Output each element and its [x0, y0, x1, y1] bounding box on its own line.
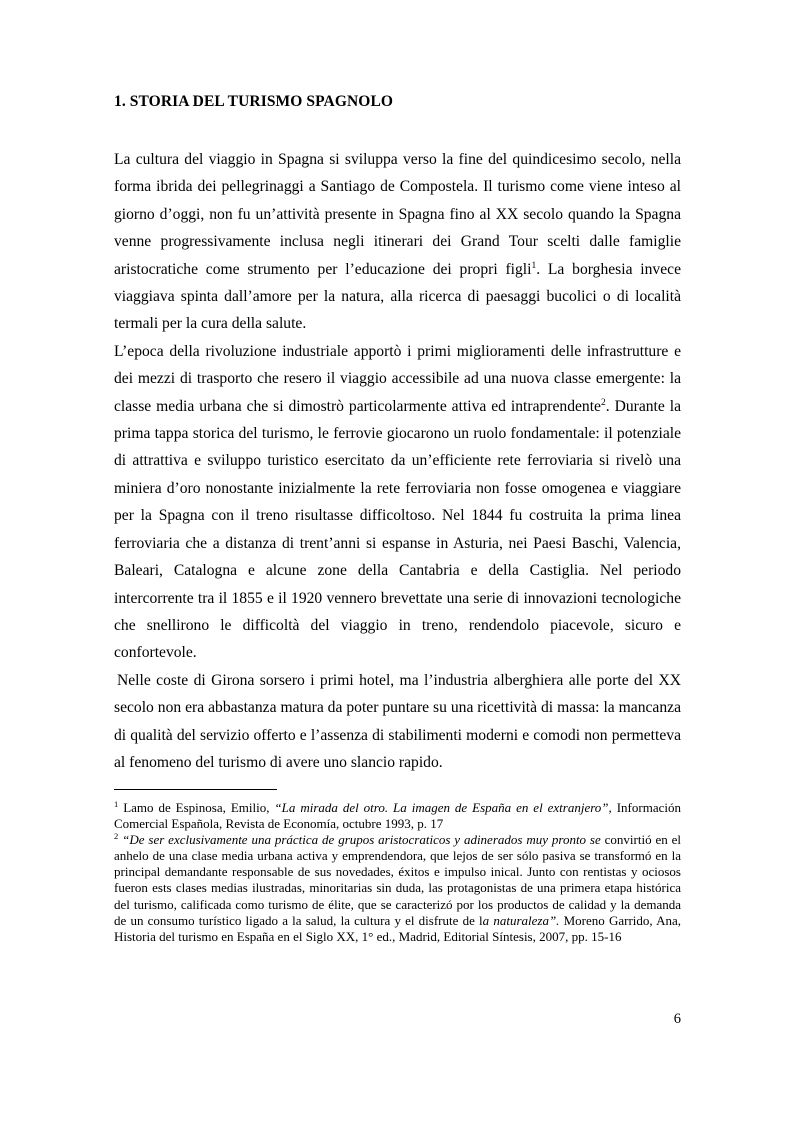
paragraph-1-text-a: La cultura del viaggio in Spagna si sviluppa verso la fine del quindicesimo secolo, nella forma ibrida dei pellegrinaggi a Santiago de Compostela. Il turismo come viene inteso al giorno d’oggi, non fu un’attività presente in Spagna fino al XX secolo quando la Spagna venne progressivamente inclusa negli itinerari dei Grand Tour scelti dalle famiglie aristocratiche come strumento per l’educazione dei propri figli: [114, 151, 681, 278]
footnote-1-title: “La mirada del otro. La imagen de España en el extranjero”,: [274, 800, 612, 815]
footnote-2-text-a: convirtió en el anhelo de una clase media urbana activa y emprendendora, que lejos de ser sólo pasiva se transformó en la principal demandante responsable de sus novedades, éxitos e impulso inical. Junto con rentistas y ociosos fueron ests clases medias ilustradas, minoritarias sin duda, las protagonistas de una primera etapa histórica del turismo, calificada como turismo de élite, que se caracterizó por los productos de calidad y la demanda de un consumo turístico ligado a la salud, la cultura y el disfrute de l: [114, 832, 682, 928]
footnote-2-citation: Moreno Garrido, Ana, Historia del turismo en España en el Siglo XX, 1° ed., Madrid, Editorial Síntesis, 2007, pp. 15-16: [114, 912, 682, 944]
paragraph-1: [114, 146, 681, 338]
body-text: [114, 146, 681, 776]
footnote-2-quote-a: “De ser exclusivamente una práctica de grupos aristocraticos y adinerados muy pronto se: [118, 832, 605, 848]
footnote-1-number: 1: [114, 799, 119, 809]
paragraph-1-text-b: . La borghesia invece viaggiava spinta dall’amore per la natura, alla ricerca di paesaggi bucolici o di località termali per la cura della salute.: [114, 260, 681, 333]
footnote-ref-2[interactable]: 2: [600, 397, 606, 408]
footnotes: [114, 800, 681, 945]
paragraph-3: Nelle coste di Girona sorsero i primi hotel, ma l’industria alberghiera alle porte del XX secolo non era abbastanza matura da poter puntare su una ricettività di massa: la mancanza di qualità del servizio offerto e l’assenza di stabilimenti moderni e comodi non permetteva al fenomeno del turismo di avere uno slancio rapido.: [114, 671, 681, 771]
footnote-1: [114, 800, 681, 832]
paragraph-2: [114, 338, 681, 667]
footnote-1-rest: Información Comercial Española, Revista de Economía, octubre 1993, p. 17: [114, 800, 681, 832]
paragraph-2-text-a: L’epoca della rivoluzione industriale apportò i primi miglioramenti delle infrastrutture e dei mezzi di trasporto che resero il viaggio accessibile ad una nuova classe emergente: la classe media urbana che si dimostrò particolarmente attiva ed intraprendente: [114, 342, 681, 415]
chapter-heading: 1. STORIA DEL TURISMO SPAGNOLO: [114, 93, 394, 110]
footnote-1-author: Lamo de Espinosa, Emilio,: [118, 800, 275, 815]
paragraph-2-text-b: . Durante la prima tappa storica del turismo, le ferrovie giocarono un ruolo fondamentale: il potenziale di attrattiva e sviluppo turistico esercitato da un’efficiente rete ferroviaria si rivelò una miniera d’oro nonostante inizialmente la rete ferroviaria non fosse omogenea e viaggiare per la Spagna con il treno risultasse difficoltoso. Nel 1844 fu costruita la prima linea ferroviaria che a distanza di trent’anni si espanse in Asturia, nei Paesi Baschi, Valencia, Baleari, Catalogna e alcune zone della Cantabria e della Castiglia. Nel periodo intercorrente tra il 1855 e il 1920 vennero brevettate una serie di innovazioni tecnologiche che snellirono le difficoltà del viaggio in treno, rendendolo piacevole, sicuro e confortevole.: [114, 397, 681, 662]
footnote-2-number: 2: [114, 831, 119, 842]
footnote-2-quote-b: a naturaleza”.: [482, 912, 560, 928]
footnote-2: [114, 832, 681, 945]
footnote-divider: [114, 789, 277, 790]
page-number: 6: [673, 1011, 681, 1027]
footnote-ref-1[interactable]: 1: [531, 260, 537, 271]
